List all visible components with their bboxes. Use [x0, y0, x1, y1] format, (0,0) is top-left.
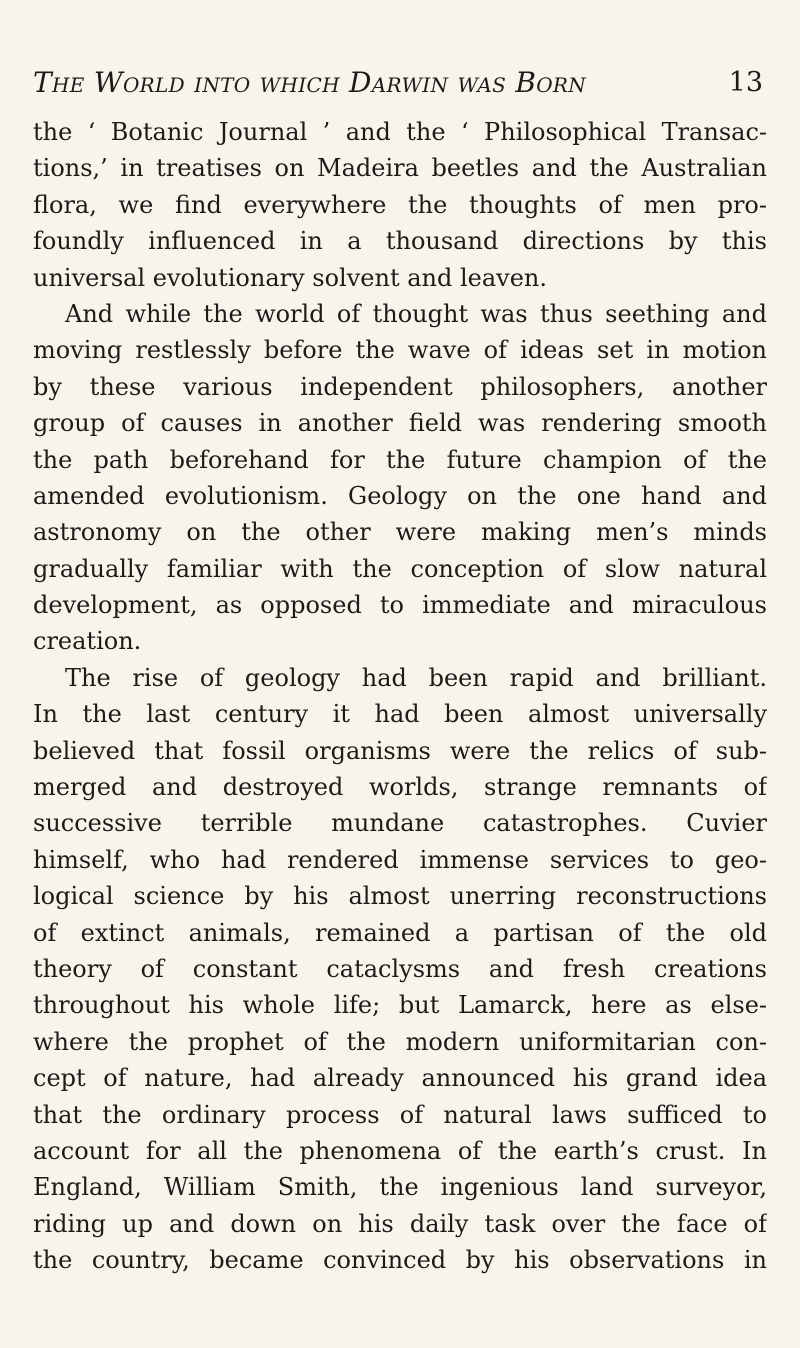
running-title: THE WORLD INTO WHICH DARWIN WAS BORN	[33, 66, 587, 99]
text-line: flora, we find everywhere the thoughts of men pro-	[33, 190, 767, 219]
text-line: And while the world of thought was thus seething and	[65, 299, 767, 328]
text-line: by these various independent philosophers, another	[33, 372, 767, 401]
text-line: cept of nature, had already announced his grand idea	[33, 1064, 767, 1093]
text-line: theory of constant cataclysms and fresh creations	[33, 954, 767, 983]
page-number: 13	[728, 67, 763, 98]
running-head	[33, 66, 763, 106]
text-line: himself, who had rendered immense services to geo-	[33, 845, 767, 874]
text-line: group of causes in another field was rendering smooth	[33, 409, 767, 438]
text-line: the path beforehand for the future champion of the	[33, 445, 767, 474]
text-line: the ‘ Botanic Journal ’ and the ‘ Philosophical Transac-	[33, 118, 767, 146]
text-line: The rise of geology had been rapid and brilliant.	[65, 663, 767, 692]
text-line: moving restlessly before the wave of ideas set in motion	[33, 336, 767, 365]
text-line: amended evolutionism. Geology on the one hand and	[33, 481, 767, 510]
text-line: that the ordinary process of natural laws sufficed to	[33, 1100, 767, 1129]
text-line: England, William Smith, the ingenious land surveyor,	[33, 1173, 767, 1202]
text-line: successive terrible mundane catastrophes. Cuvier	[33, 809, 767, 838]
body-text	[33, 114, 767, 1279]
text-line: gradually familiar with the conception of slow natural	[33, 554, 767, 583]
text-line: astronomy on the other were making men’s minds	[33, 518, 767, 547]
text-line: logical science by his almost unerring reconstructions	[33, 882, 767, 911]
text-line: foundly influenced in a thousand directions by this	[33, 227, 767, 256]
text-line: universal evolutionary solvent and leaven.	[33, 263, 548, 292]
text-line: creation.	[33, 627, 142, 656]
text-line: account for all the phenomena of the earth’s crust. In	[33, 1136, 767, 1165]
text-line: throughout his whole life; but Lamarck, here as else-	[33, 991, 767, 1020]
text-line: the country, became convinced by his observations in	[33, 1246, 767, 1275]
text-line: believed that fossil organisms were the relics of sub-	[33, 736, 767, 765]
text-line: development, as opposed to immediate and miraculous	[33, 591, 767, 620]
text-line: tions,’ in treatises on Madeira beetles and the Australian	[33, 154, 767, 183]
text-line: riding up and down on his daily task over the face of	[33, 1209, 767, 1238]
text-line: merged and destroyed worlds, strange remnants of	[33, 773, 767, 802]
text-line: where the prophet of the modern uniformitarian con-	[33, 1027, 767, 1056]
text-line: of extinct animals, remained a partisan of the old	[33, 918, 767, 947]
text-line: In the last century it had been almost universally	[33, 700, 767, 729]
